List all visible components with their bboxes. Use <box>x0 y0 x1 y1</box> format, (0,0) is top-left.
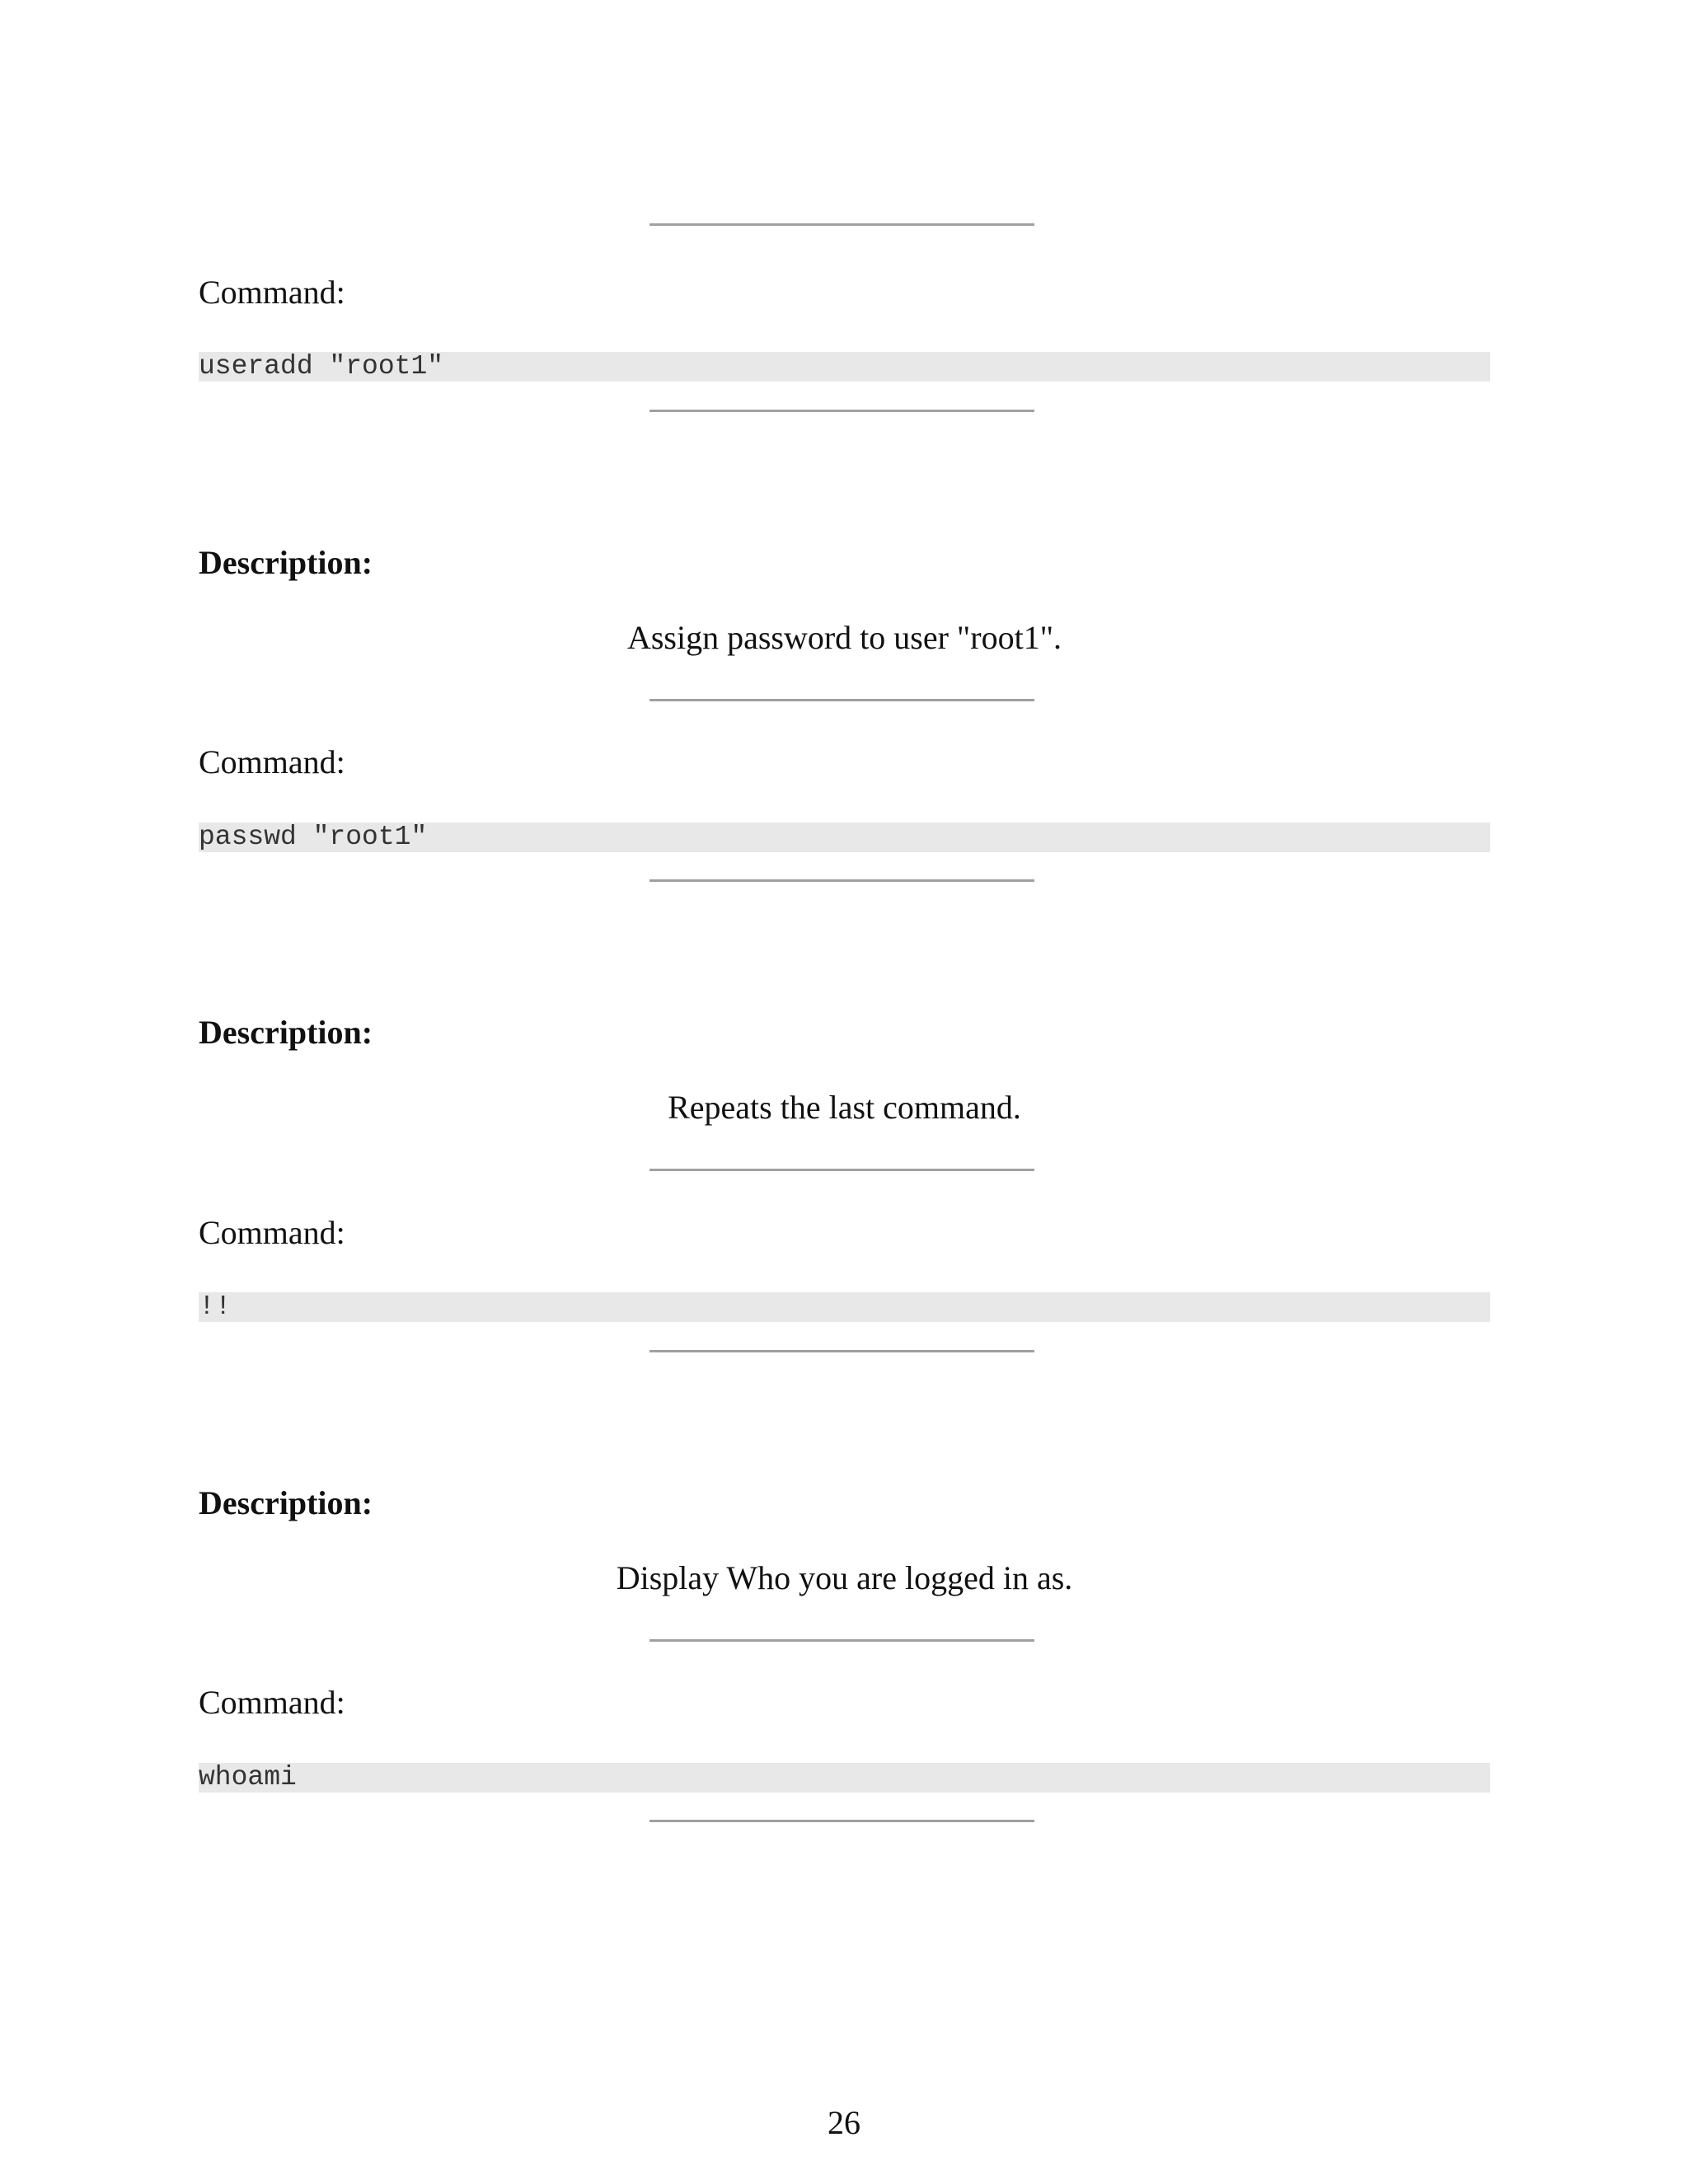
description-label: Description: <box>199 1014 373 1051</box>
command-code-block: useradd "root1" <box>199 352 1490 382</box>
page-number: 26 <box>828 2104 860 2141</box>
separator-line <box>649 699 1034 701</box>
command-label: Command: <box>199 743 345 780</box>
command-label: Command: <box>199 1684 345 1721</box>
description-label: Description: <box>199 544 373 581</box>
command-code-block: passwd "root1" <box>199 823 1490 852</box>
command-code-block: whoami <box>199 1763 1490 1793</box>
separator-line <box>649 1350 1034 1352</box>
description-text: Assign password to user "root1". <box>626 619 1062 656</box>
command-label: Command: <box>199 274 345 311</box>
description-text: Repeats the last command. <box>668 1089 1021 1126</box>
description-label: Description: <box>199 1484 373 1521</box>
separator-line <box>649 1169 1034 1171</box>
separator-line <box>649 223 1034 226</box>
separator-line <box>649 410 1034 412</box>
separator-line <box>649 1639 1034 1642</box>
separator-line <box>649 1820 1034 1822</box>
separator-line <box>649 879 1034 882</box>
command-label: Command: <box>199 1214 345 1251</box>
description-text: Display Who you are logged in as. <box>616 1559 1073 1596</box>
command-code-block: !! <box>199 1292 1490 1322</box>
